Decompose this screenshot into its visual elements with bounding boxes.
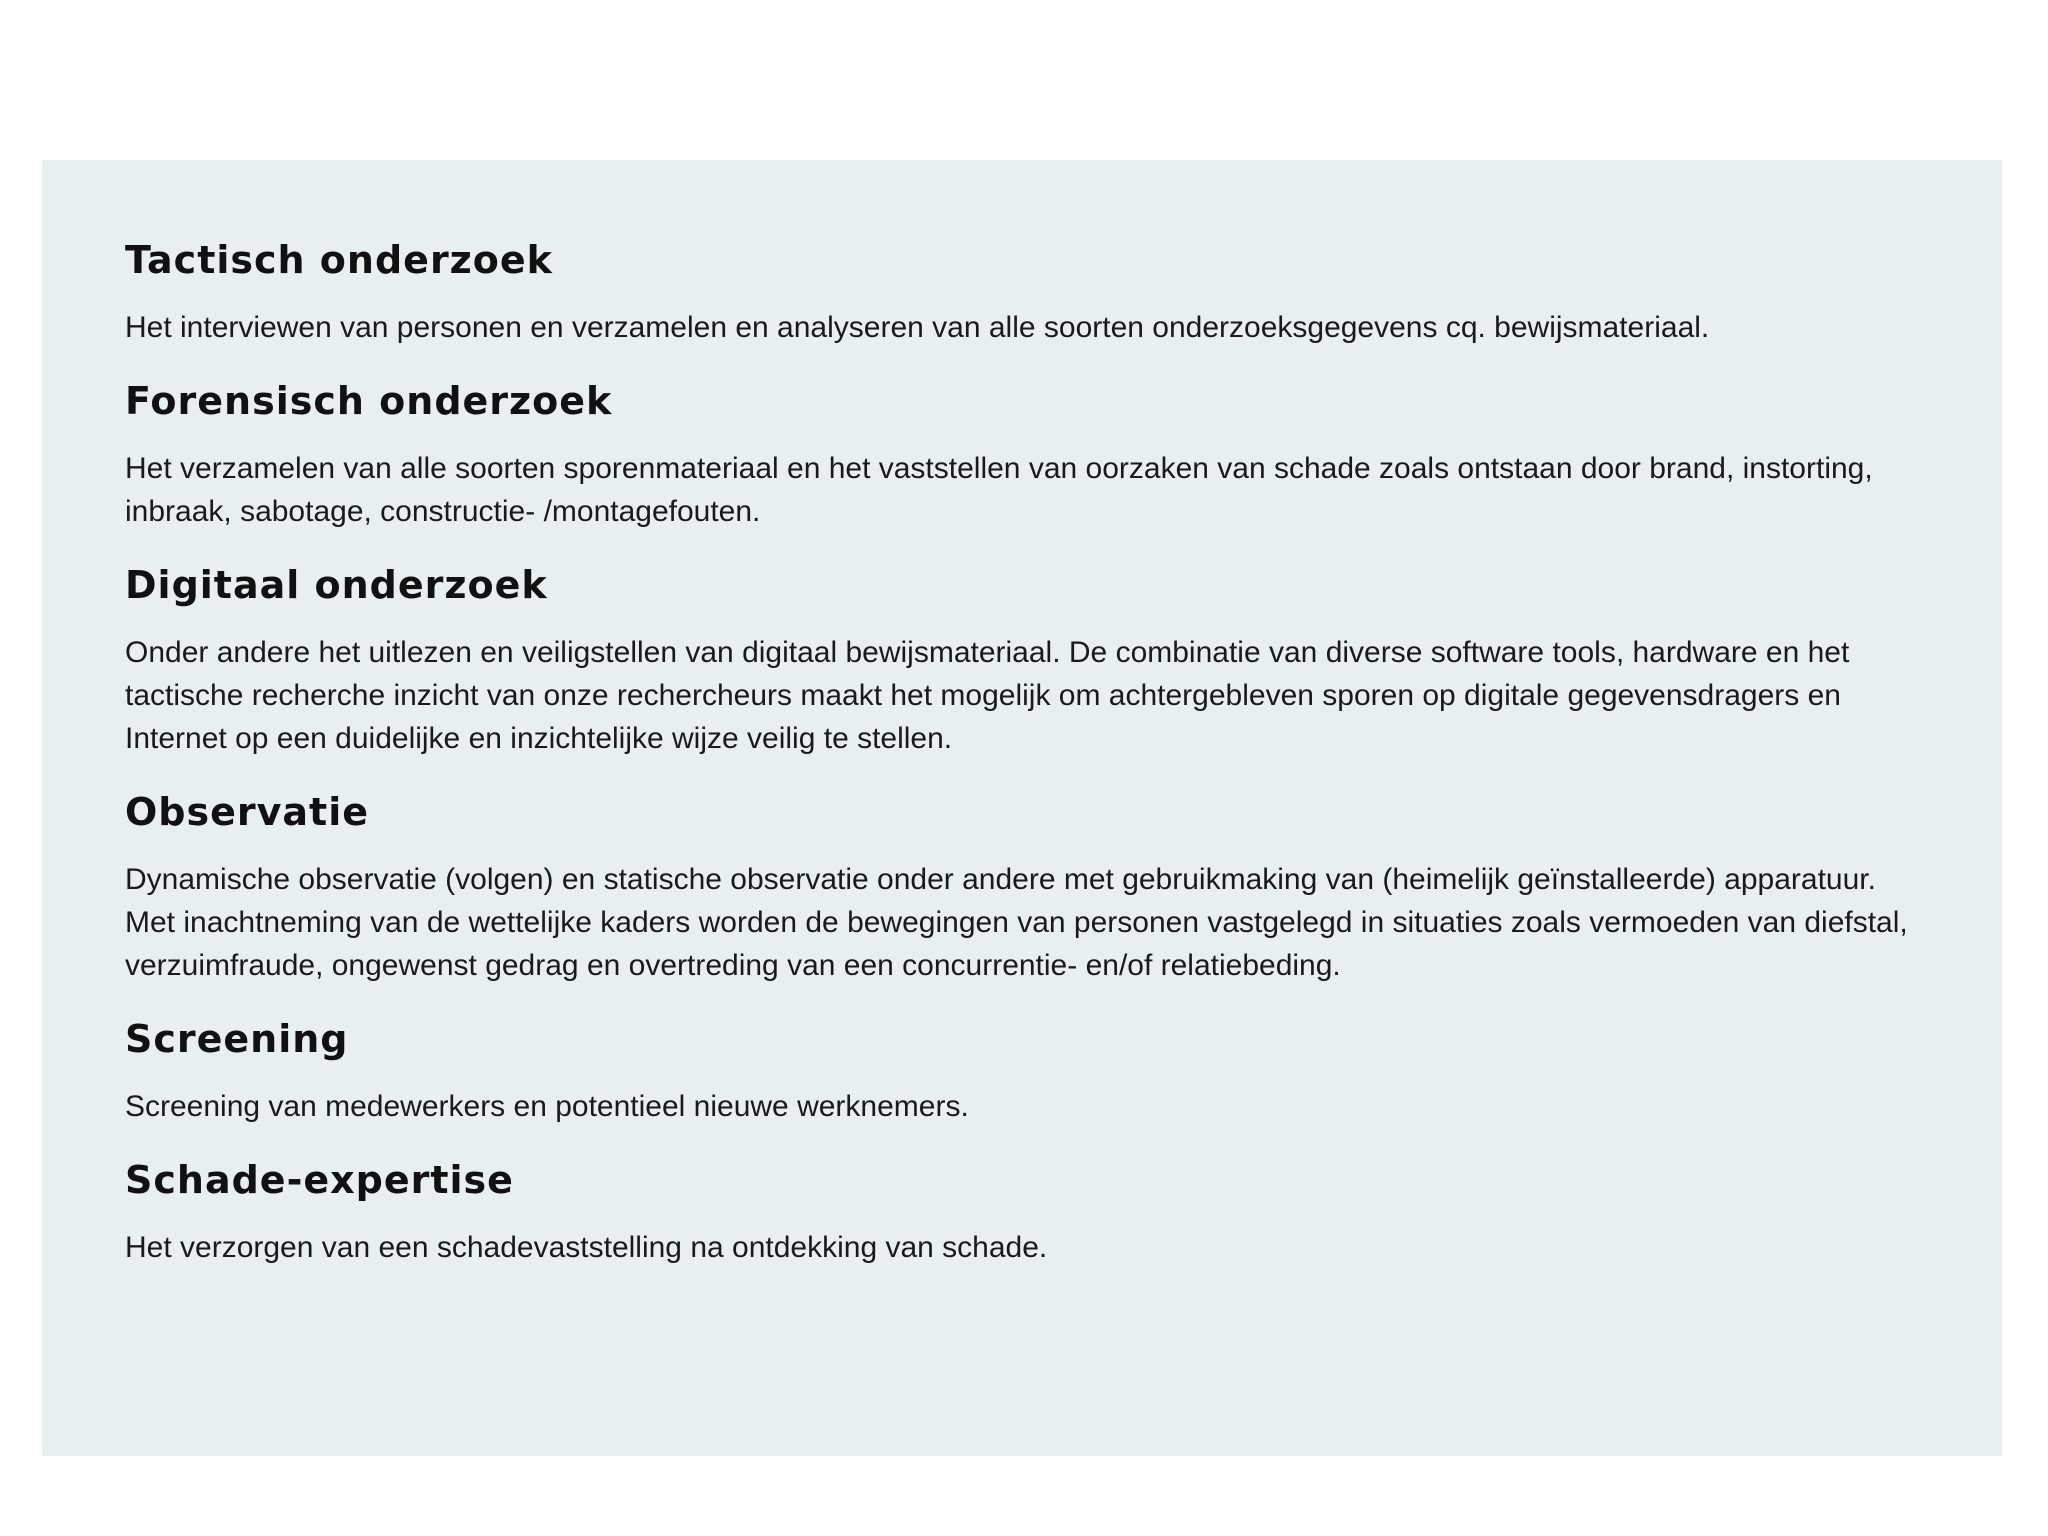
section-forensisch-onderzoek: [125, 377, 1922, 533]
section-title: Digitaal onderzoek: [125, 563, 548, 607]
section-observatie: [125, 788, 1922, 987]
section-text: Het verzamelen van alle soorten sporenmateriaal en het vaststellen van oorzaken van schade zoals ontstaan door brand, instorting, inbraak, sabotage, constructie- /montagefouten.: [125, 452, 1873, 528]
services-panel: [42, 160, 2002, 1456]
section-title: Forensisch onderzoek: [125, 379, 613, 423]
section-title: Schade-expertise: [125, 1158, 514, 1202]
section-title: Screening: [125, 1017, 349, 1061]
section-title: Tactisch onderzoek: [125, 238, 553, 282]
section-text: Het verzorgen van een schadevaststelling na ontdekking van schade.: [125, 1231, 1048, 1264]
section-screening: [125, 1015, 1922, 1128]
section-tactisch-onderzoek: [125, 236, 1922, 349]
section-text: Het interviewen van personen en verzamelen en analyseren van alle soorten onderzoeksgegevens cq. bewijsmateriaal.: [125, 311, 1710, 344]
section-text: Dynamische observatie (volgen) en statische observatie onder andere met gebruikmaking van (heimelijk geïnstalleerde) apparatuur. Met inachtneming van de wettelijke kaders worden de bewegingen van personen vastgelegd in situaties zoals vermoeden van diefstal, verzuimfraude, ongewenst gedrag en overtreding van een concurrentie- en/of relatiebeding.: [125, 863, 1908, 982]
section-title: Observatie: [125, 790, 370, 834]
section-schade-expertise: [125, 1156, 1922, 1269]
section-text: Screening van medewerkers en potentieel nieuwe werknemers.: [125, 1090, 969, 1123]
section-text: Onder andere het uitlezen en veiligstellen van digitaal bewijsmateriaal. De combinatie van diverse software tools, hardware en het tactische recherche inzicht van onze rechercheurs maakt het mogelijk om achtergebleven sporen op digitale gegevensdragers en Internet op een duidelijke en inzichtelijke wijze veilig te stellen.: [125, 636, 1850, 755]
section-digitaal-onderzoek: [125, 561, 1922, 760]
